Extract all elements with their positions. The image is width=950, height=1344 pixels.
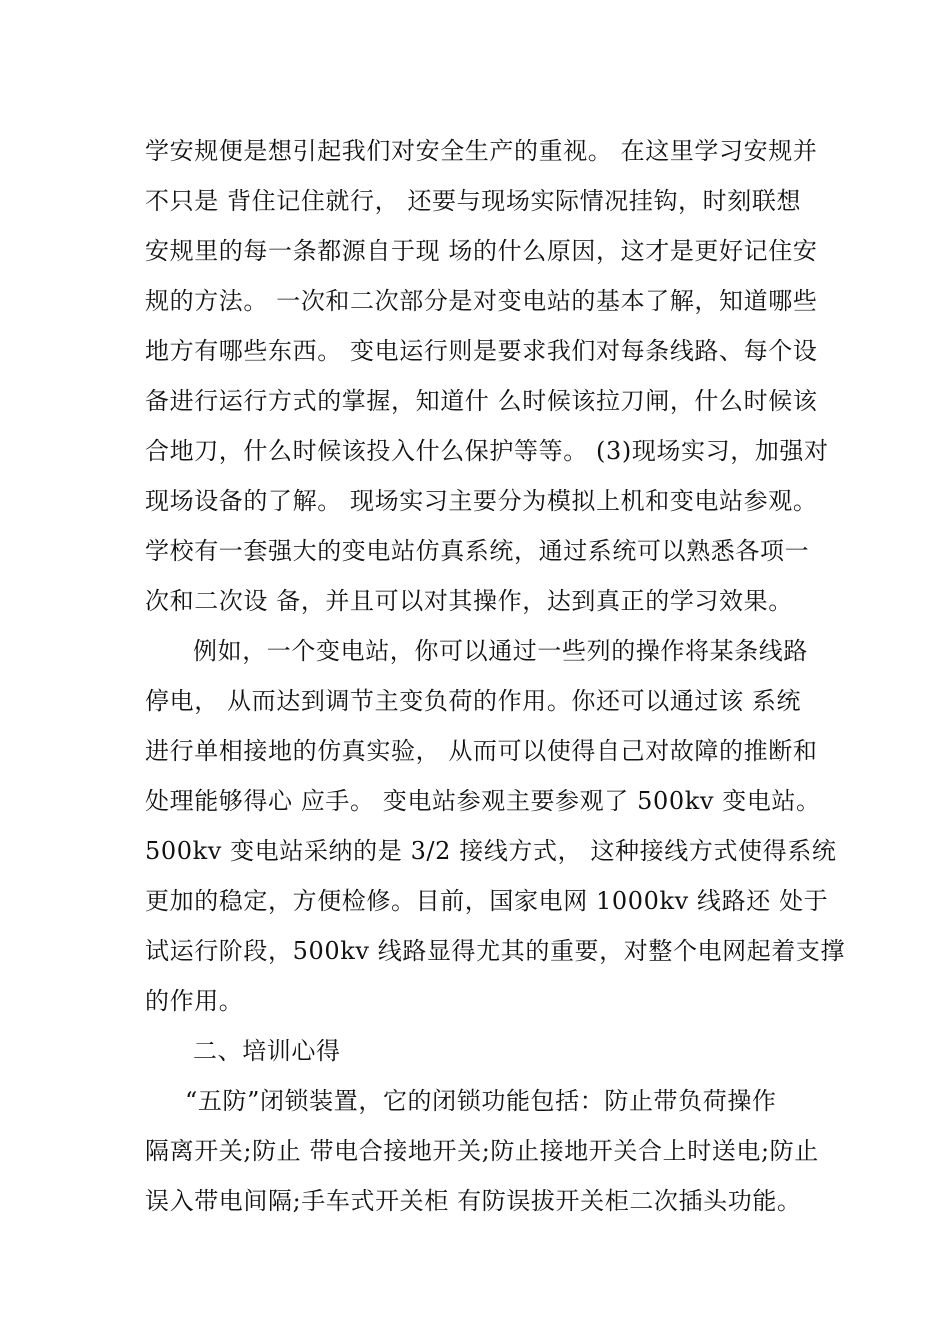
paragraph-start-line: “五防”闭锁装置，它的闭锁功能包括：防止带负荷操作 bbox=[185, 1087, 777, 1115]
text-line: 合地刀，什么时候该投入什么保护等等。 (3)现场实习，加强对 bbox=[145, 437, 829, 465]
paragraph-start-line: 例如，一个变电站，你可以通过一些列的操作将某条线路 bbox=[193, 637, 808, 665]
text-line: 备进行运行方式的掌握，知道什 么时候该拉刀闸，什么时候该 bbox=[145, 387, 818, 415]
text-line: 地方有哪些东西。 变电运行则是要求我们对每条线路、每个设 bbox=[145, 337, 818, 365]
text-line: 的作用。 bbox=[145, 987, 244, 1015]
text-line: 学校有一套强大的变电站仿真系统，通过系统可以熟悉各项一 bbox=[145, 537, 810, 565]
text-line: 停电， 从而达到调节主变负荷的作用。你还可以通过该 系统 bbox=[145, 687, 802, 715]
text-line: 隔离开关;防止 带电合接地开关;防止接地开关合上时送电;防止 bbox=[145, 1137, 819, 1165]
text-line: 误入带电间隔;手车式开关柜 有防误拔开关柜二次插头功能。 bbox=[145, 1187, 802, 1215]
text-line: 次和二次设 备，并且可以对其操作，达到真正的学习效果。 bbox=[145, 587, 793, 615]
text-line: 进行单相接地的仿真实验， 从而可以使得自己对故障的推断和 bbox=[145, 737, 818, 765]
text-line: 学安规便是想引起我们对安全生产的重视。 在这里学习安规并 bbox=[145, 137, 818, 165]
text-line: 不只是 背住记住就行， 还要与现场实际情况挂钩，时刻联想 bbox=[145, 187, 802, 215]
text-line: 处理能够得心 应手。 变电站参观主要参观了 500kv 变电站。 bbox=[145, 787, 821, 815]
text-line: 更加的稳定，方便检修。目前，国家电网 1000kv 线路还 处于 bbox=[145, 887, 829, 915]
text-line: 安规里的每一条都源自于现 场的什么原因，这才是更好记住安 bbox=[145, 237, 818, 265]
text-line: 500kv 变电站采纳的是 3/2 接线方式， 这种接线方式使得系统 bbox=[145, 837, 837, 865]
text-line: 试运行阶段，500kv 线路显得尤其的重要，对整个电网起着支撑 bbox=[145, 937, 846, 965]
text-line: 现场设备的了解。 现场实习主要分为模拟上机和变电站参观。 bbox=[145, 487, 818, 515]
text-line: 规的方法。 一次和二次部分是对变电站的基本了解，知道哪些 bbox=[145, 287, 818, 315]
section-heading: 二、培训心得 bbox=[193, 1037, 341, 1065]
